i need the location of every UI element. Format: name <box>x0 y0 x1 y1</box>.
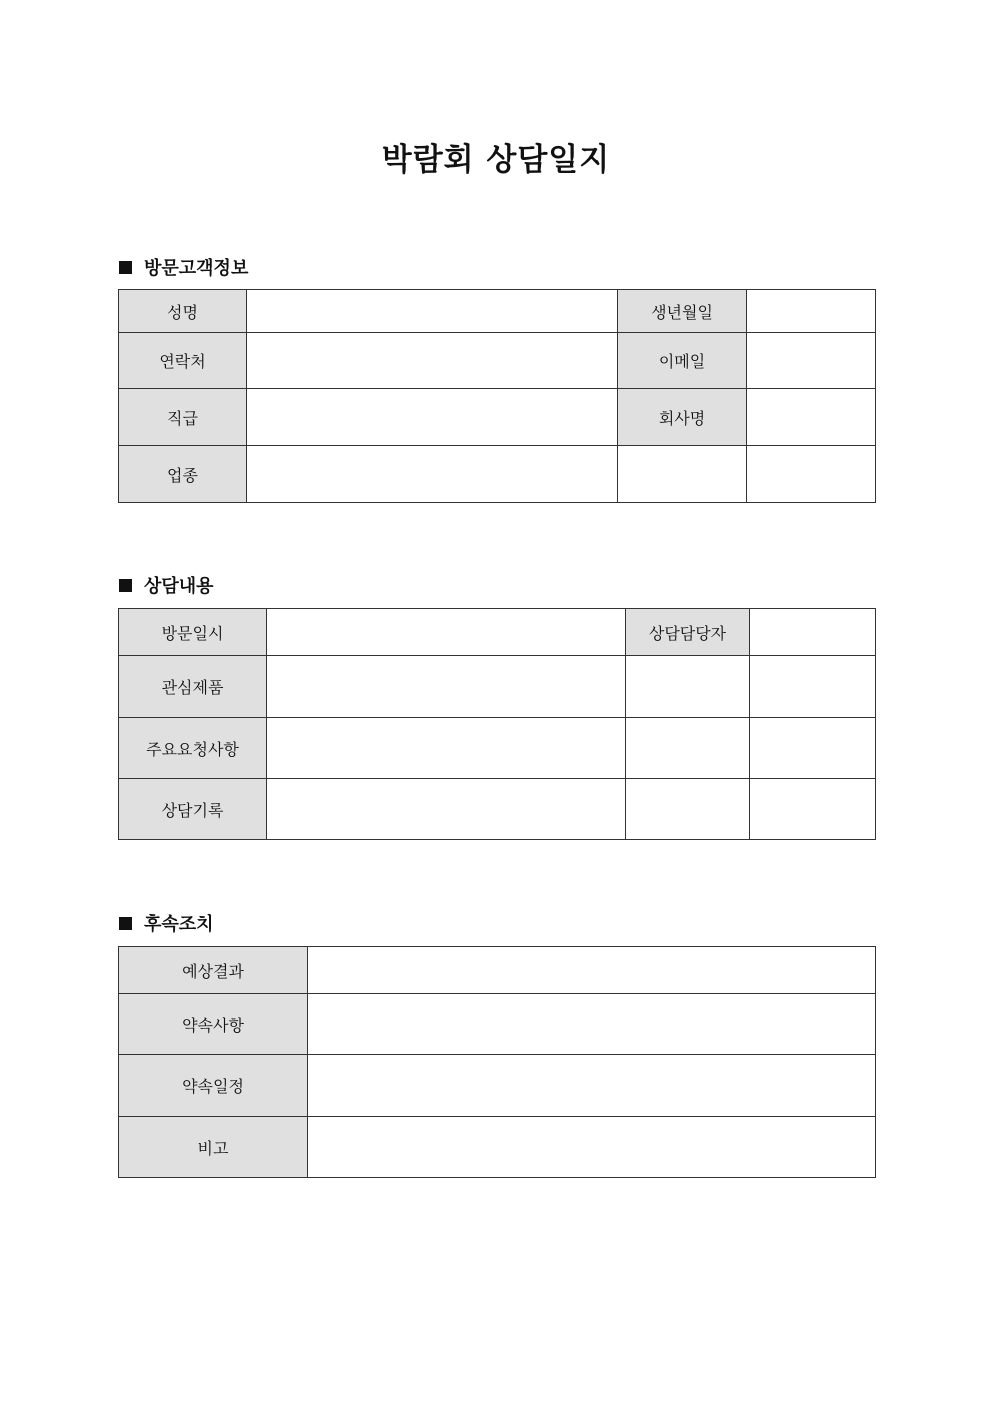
visitor-info-table <box>118 289 876 503</box>
expected-result-label: 예상결과 <box>119 947 308 994</box>
main-requests-label: 주요요청사항 <box>119 718 267 779</box>
blank-cell[interactable] <box>750 779 876 840</box>
blank-cell[interactable] <box>747 446 876 503</box>
blank-cell[interactable] <box>626 718 750 779</box>
industry-field[interactable] <box>247 446 618 503</box>
promises-field[interactable] <box>308 994 876 1055</box>
remarks-label: 비고 <box>119 1117 308 1178</box>
email-label: 이메일 <box>618 333 747 389</box>
document-title: 박람회 상담일지 <box>381 142 611 178</box>
table-row <box>119 389 876 446</box>
section-heading-label: 상담내용 <box>144 576 214 597</box>
table-row <box>119 718 876 779</box>
table-row <box>119 1055 876 1117</box>
square-bullet-icon <box>119 917 132 930</box>
blank-cell[interactable] <box>626 779 750 840</box>
name-label: 성명 <box>119 290 247 333</box>
contact-label: 연락처 <box>119 333 247 389</box>
consultant-label: 상담담당자 <box>626 609 750 656</box>
visit-datetime-label: 방문일시 <box>119 609 267 656</box>
section-heading-followup <box>119 910 214 936</box>
table-row <box>119 656 876 718</box>
table-row <box>119 1117 876 1178</box>
company-label: 회사명 <box>618 389 747 446</box>
name-field[interactable] <box>247 290 618 333</box>
table-row <box>119 290 876 333</box>
company-field[interactable] <box>747 389 876 446</box>
table-row <box>119 994 876 1055</box>
table-row <box>119 333 876 389</box>
contact-field[interactable] <box>247 333 618 389</box>
promises-label: 약속사항 <box>119 994 308 1055</box>
birthdate-label: 생년월일 <box>618 290 747 333</box>
section-heading-consultation <box>119 572 214 598</box>
consultation-table <box>118 608 876 840</box>
product-interest-field[interactable] <box>267 656 626 718</box>
position-label: 직급 <box>119 389 247 446</box>
section-heading-visitor-info <box>119 254 248 280</box>
consultation-record-label: 상담기록 <box>119 779 267 840</box>
email-field[interactable] <box>747 333 876 389</box>
square-bullet-icon <box>119 261 132 274</box>
position-field[interactable] <box>247 389 618 446</box>
blank-cell[interactable] <box>618 446 747 503</box>
table-row <box>119 947 876 994</box>
blank-cell[interactable] <box>626 656 750 718</box>
section-heading-label: 방문고객정보 <box>144 258 249 279</box>
product-interest-label: 관심제품 <box>119 656 267 718</box>
consultant-field[interactable] <box>750 609 876 656</box>
promise-schedule-label: 약속일정 <box>119 1055 308 1117</box>
main-requests-field[interactable] <box>267 718 626 779</box>
visit-datetime-field[interactable] <box>267 609 626 656</box>
table-row <box>119 779 876 840</box>
table-row <box>119 609 876 656</box>
square-bullet-icon <box>119 579 132 592</box>
birthdate-field[interactable] <box>747 290 876 333</box>
promise-schedule-field[interactable] <box>308 1055 876 1117</box>
blank-cell[interactable] <box>750 656 876 718</box>
consultation-record-field[interactable] <box>267 779 626 840</box>
followup-table <box>118 946 876 1178</box>
section-heading-label: 후속조치 <box>144 914 214 935</box>
blank-cell[interactable] <box>750 718 876 779</box>
industry-label: 업종 <box>119 446 247 503</box>
table-row <box>119 446 876 503</box>
remarks-field[interactable] <box>308 1117 876 1178</box>
expected-result-field[interactable] <box>308 947 876 994</box>
